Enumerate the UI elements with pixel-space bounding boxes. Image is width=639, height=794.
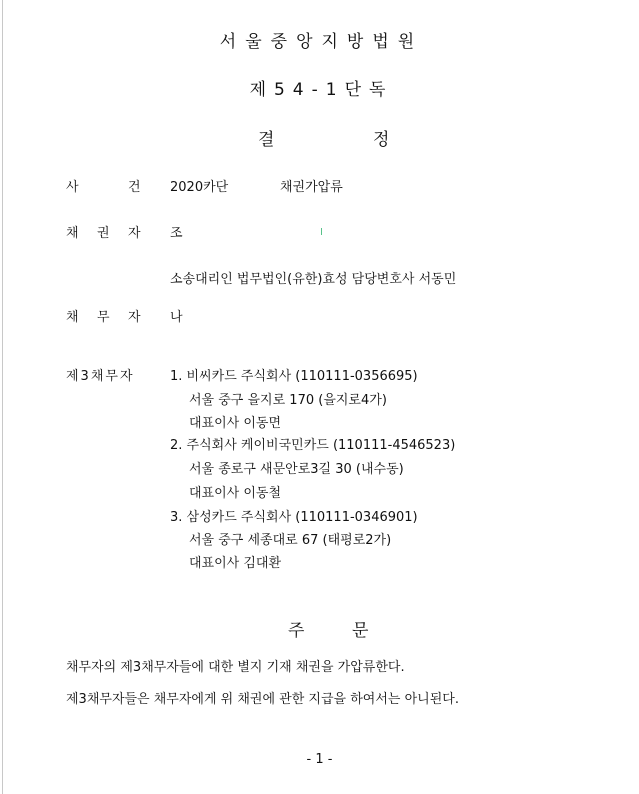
case-label-2: 건 [128, 180, 141, 195]
order-line-2: 제3채무자들은 채무자에게 위 채권에 관한 지급을 하여서는 아니된다. [66, 692, 459, 707]
order-line-1: 채무자의 제3채무자들에 대한 별지 기재 채권을 가압류한다. [66, 660, 405, 675]
debtor-name: 나 [170, 310, 183, 325]
third-debtor-2-ceo: 대표이사 이동철 [189, 486, 282, 501]
creditor-label-3: 자 [128, 226, 141, 241]
third-debtor-3-entry: 3. 삼성카드 주식회사 (110111-0346901) [170, 510, 418, 525]
creditor-attorney: 소송대리인 법무법인(유한)효성 담당변호사 서동민 [170, 272, 457, 287]
third-debtor-2-address: 서울 종로구 새문안로3길 30 (내수동) [189, 462, 404, 477]
creditor-label-2: 권 [97, 226, 110, 241]
third-debtor-3-ceo: 대표이사 김대환 [189, 556, 282, 571]
order-title-right: 문 [352, 621, 369, 641]
case-label-1: 사 [66, 180, 79, 195]
third-debtor-1-entry: 1. 비씨카드 주식회사 (110111-0356695) [170, 369, 418, 384]
debtor-label-2: 무 [97, 310, 110, 325]
creditor-label-1: 채 [66, 226, 79, 241]
debtor-label-1: 채 [66, 310, 79, 325]
decision-title-right: 정 [373, 130, 390, 150]
third-debtor-1-ceo: 대표이사 이동면 [189, 416, 282, 431]
case-name: 채권가압류 [280, 180, 343, 195]
order-title-left: 주 [288, 621, 305, 641]
third-debtor-3-address: 서울 중구 세종대로 67 (태평로2가) [189, 533, 392, 548]
debtor-label-3: 자 [128, 310, 141, 325]
third-debtor-label: 제3채무자 [66, 369, 135, 384]
decision-title-left: 결 [258, 130, 275, 150]
division-name: 제54-1단독 [249, 80, 394, 100]
page-number: - 1 - [306, 752, 333, 767]
redaction-mark [321, 228, 322, 235]
third-debtor-2-entry: 2. 주식회사 케이비국민카드 (110111-4546523) [170, 438, 456, 453]
page-left-border [2, 0, 3, 794]
court-name: 서울중앙지방법원 [219, 32, 424, 52]
creditor-name: 조 [170, 226, 183, 241]
case-number: 2020카단 [170, 180, 229, 195]
third-debtor-1-address: 서울 중구 을지로 170 (을지로4가) [189, 393, 387, 408]
